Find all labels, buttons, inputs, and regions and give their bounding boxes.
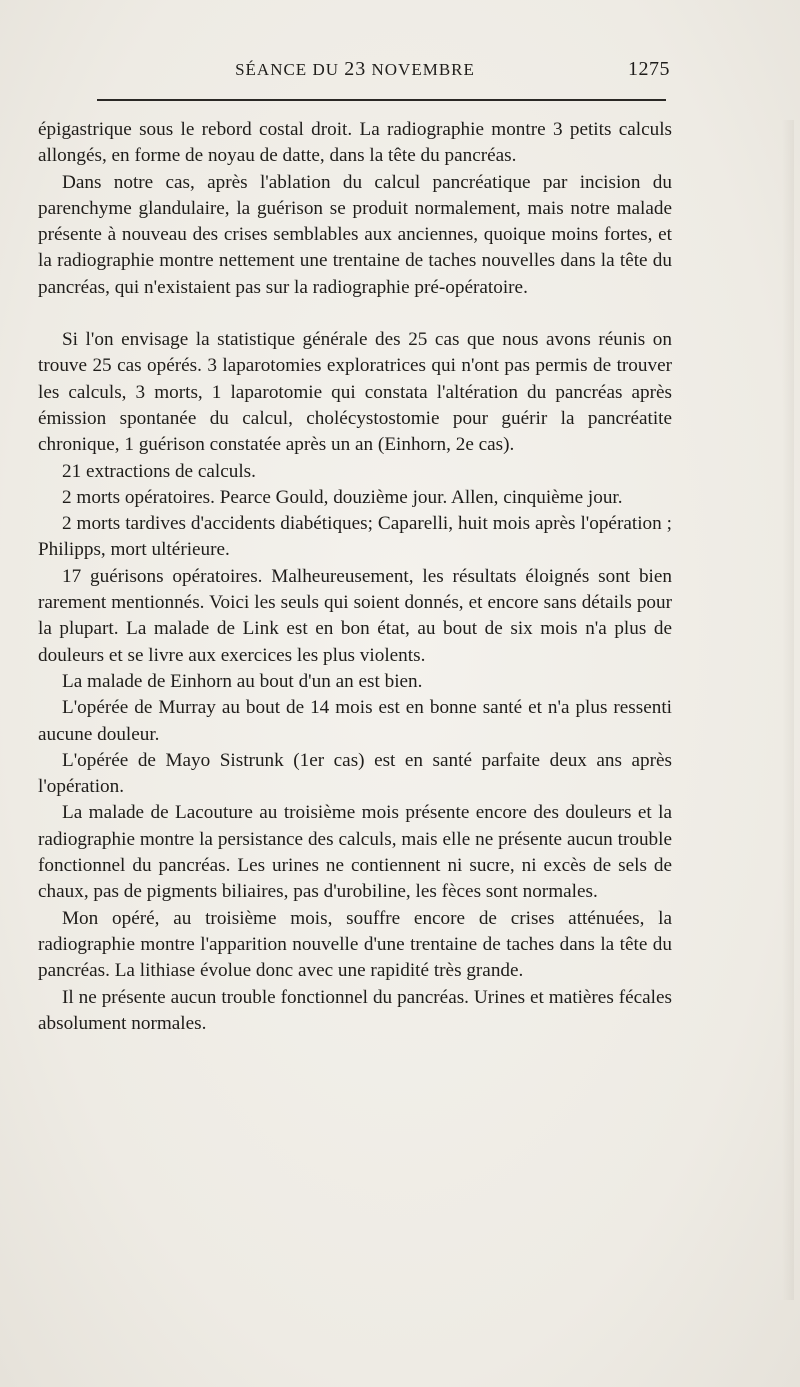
paragraph: La malade de Einhorn au bout d'un an est bien. xyxy=(62,670,423,692)
page-header xyxy=(40,58,670,86)
paragraph: 2 morts opératoires. Pearce Gould, douzième jour. Allen, cinquième jour. xyxy=(62,486,623,508)
paragraph: épigastrique sous le rebord costal droit. La radiographie montre 3 petits calculs allongés, en forme de noyau de datte, dans la tête du pancréas. xyxy=(38,119,672,167)
page-edge-shadow xyxy=(782,120,794,1300)
paragraph: Mon opéré, au troisième mois, souffre encore de crises atténuées, la radiographie montre l'apparition nouvelle d'une trentaine de taches dans la tête du pancréas. La lithiase évolue donc avec une rapidité très grande. xyxy=(38,907,672,982)
body-text xyxy=(38,117,672,1037)
paragraph: Dans notre cas, après l'ablation du calcul pancréatique par incision du parenchyme glandulaire, la guérison se produit normalement, mais notre malade présente à nouveau des crises semblables aux anciennes, quoique moins fortes, et la radiographie montre nettement une trentaine de taches nouvelles dans la tête du pancréas, qui n'existaient pas sur la radiographie pré-opératoire. xyxy=(38,171,672,298)
paragraph: 21 extractions de calculs. xyxy=(62,460,256,482)
paragraph: Il ne présente aucun trouble fonctionnel du pancréas. Urines et matières fécales absolument normales. xyxy=(38,986,672,1034)
paragraph: L'opérée de Mayo Sistrunk (1er cas) est en santé parfaite deux ans après l'opération. xyxy=(38,749,672,798)
running-head-right: NOVEMBRE xyxy=(371,60,475,79)
paragraph: La malade de Lacouture au troisième mois présente encore des douleurs et la radiographie montre la persistance des calculs, mais elle ne présente aucun trouble fonctionnel du pancréas. Les urines ne contiennent ni sucre, ni excès de sels de chaux, pas de pigments biliaires, pas d'urobiline, les fèces sont normales. xyxy=(38,802,672,903)
header-rule xyxy=(97,99,666,101)
running-head-left: SÉANCE DU xyxy=(235,60,339,79)
running-head xyxy=(40,58,670,81)
paragraph: 17 guérisons opératoires. Malheureusement, les résultats éloignés sont bien rarement mentionnés. Voici les seuls qui soient donnés, et encore sans détails pour la plupart. La malade de Link est en bon état, au bout de six mois n'a plus de douleurs et se livre aux exercices les plus violents. xyxy=(38,565,672,666)
paragraph: 2 morts tardives d'accidents diabétiques; Caparelli, huit mois après l'opération ; Philipps, mort ultérieure. xyxy=(38,513,672,561)
paragraph: Si l'on envisage la statistique générale des 25 cas que nous avons réunis on trouve 25 cas opérés. 3 laparotomies exploratrices qui n'ont pas permis de trouver les calculs, 3 morts, 1 laparotomie qui constata l'altération du pancréas après émission spontanée du calcul, cholécystostomie pour guérir la pancréatite chronique, 1 guérison constatée après un an (Einhorn, 2e cas). xyxy=(38,329,672,456)
page-number: 1275 xyxy=(628,58,670,80)
running-head-date: 23 xyxy=(344,58,367,80)
paragraph: L'opérée de Murray au bout de 14 mois est en bonne santé et n'a plus ressenti aucune douleur. xyxy=(38,697,672,745)
